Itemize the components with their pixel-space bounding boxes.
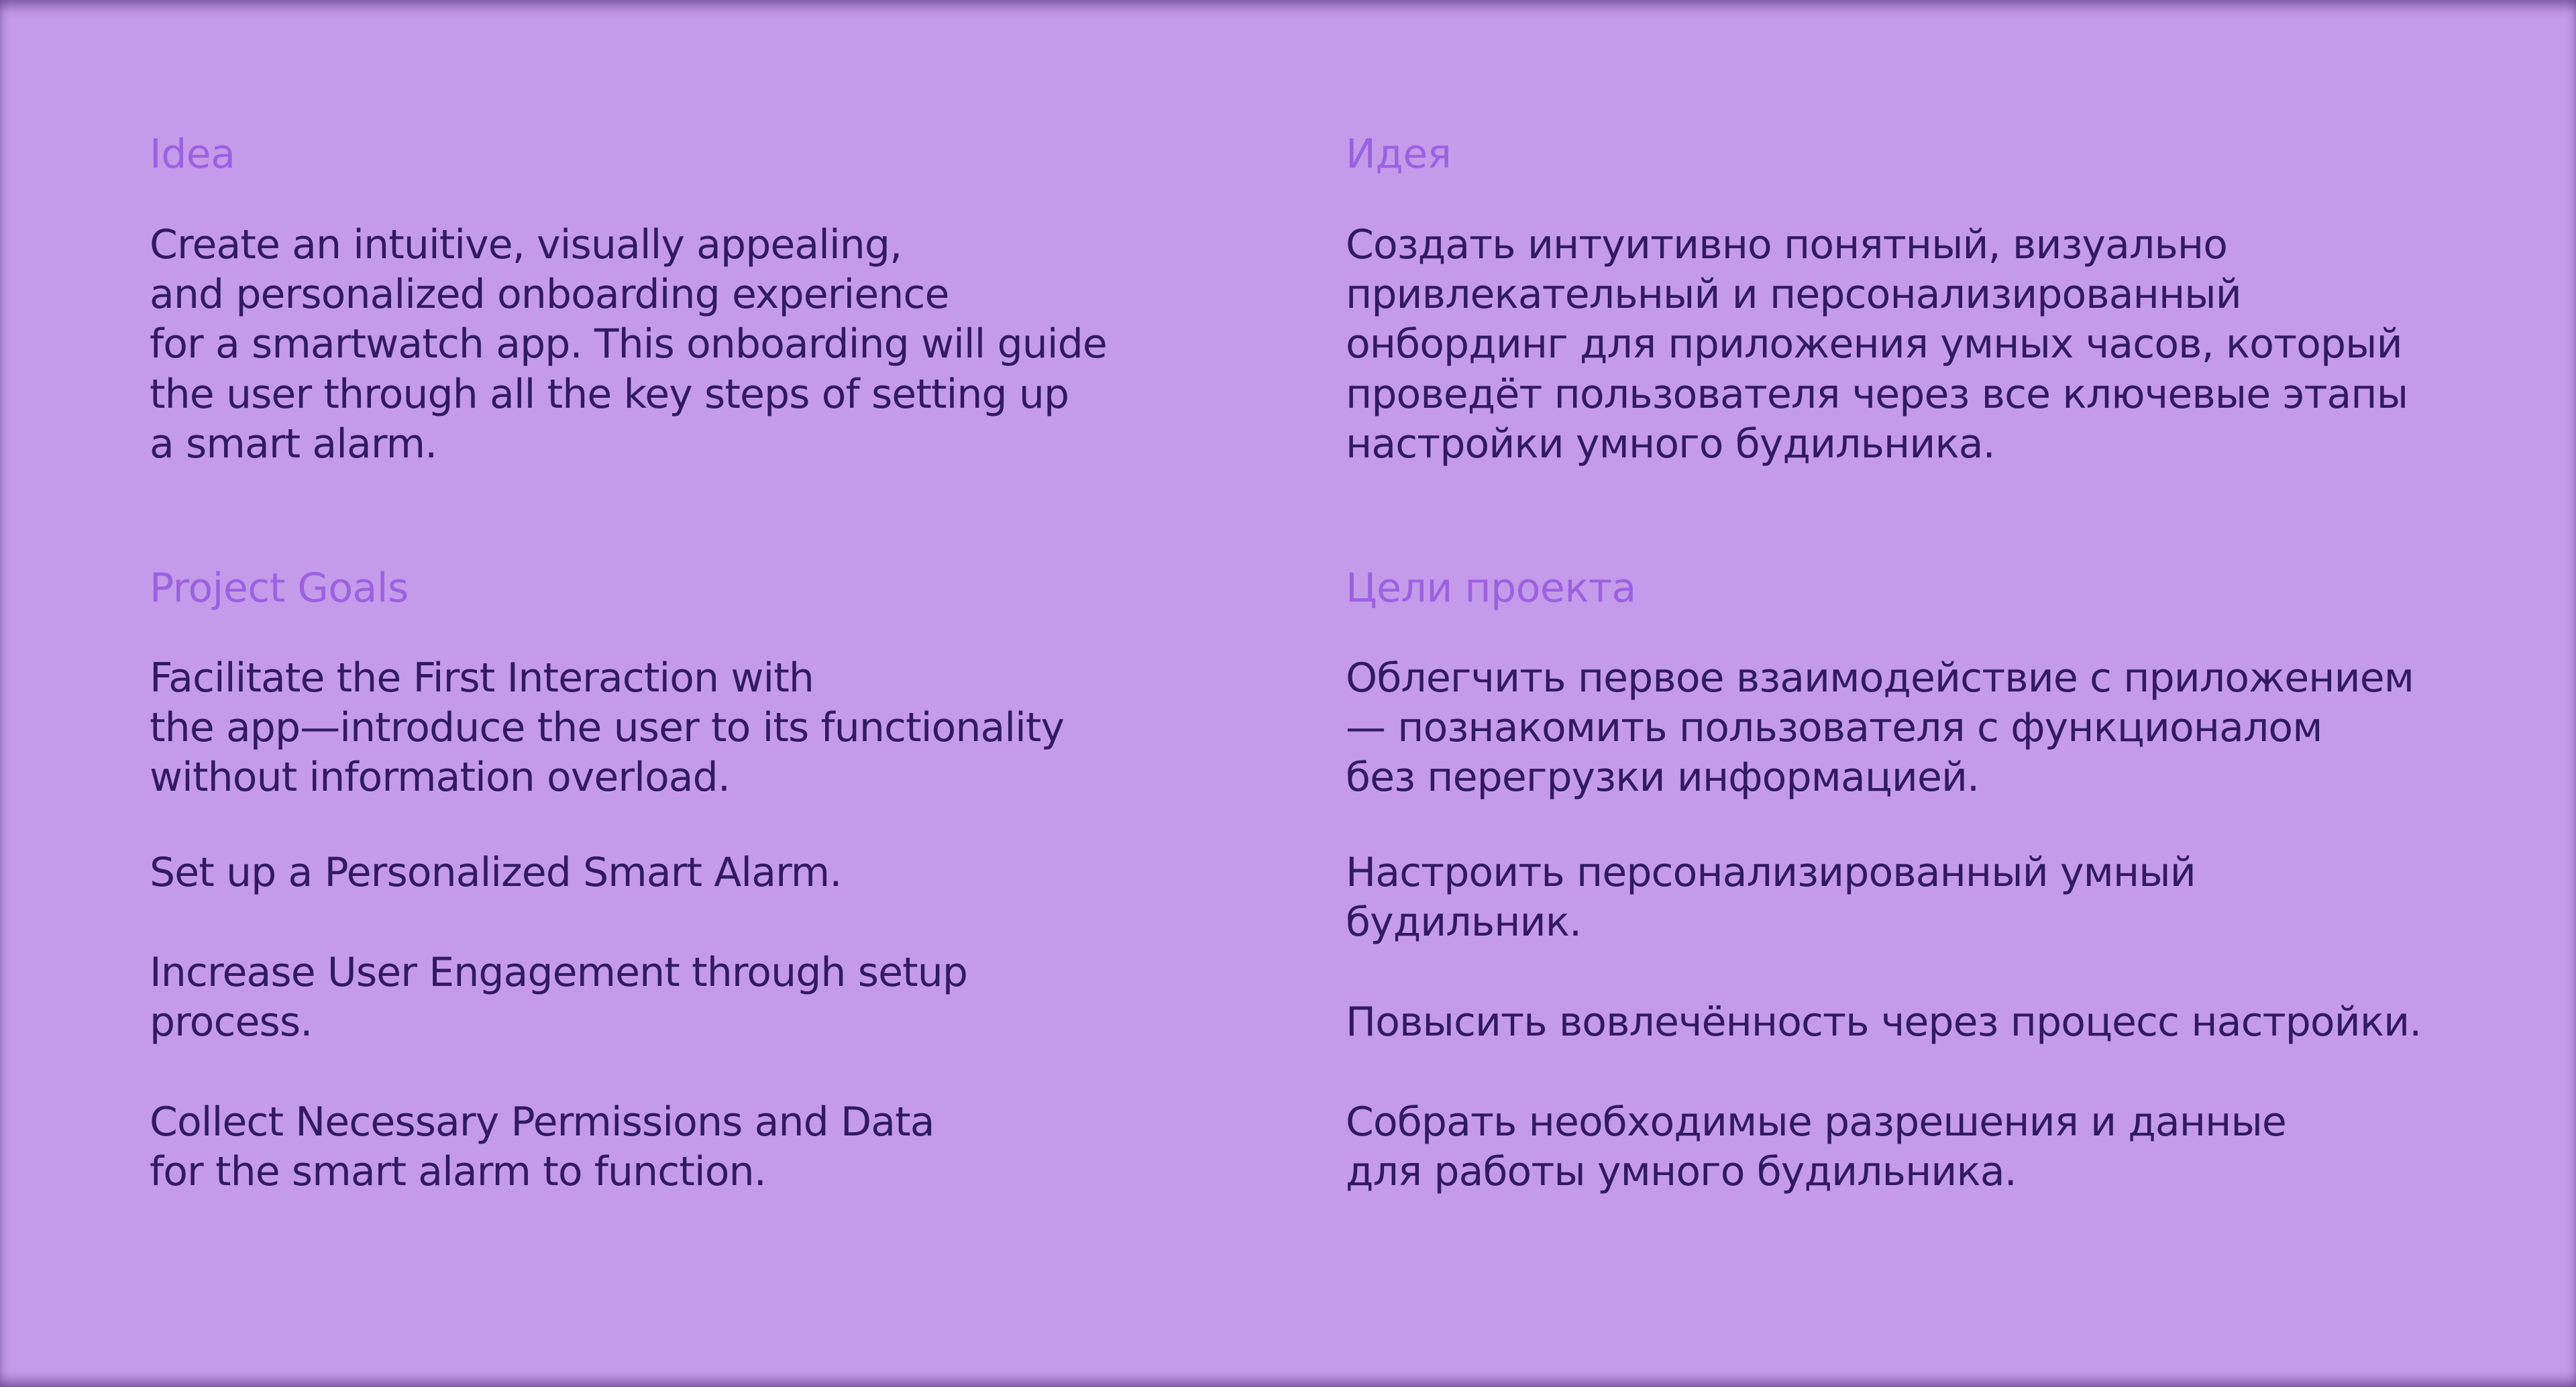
goal-line: process. [150, 999, 313, 1046]
goal-line: Собрать необходимые разрешения и данные [1346, 1099, 2286, 1146]
goal-item [150, 1097, 934, 1197]
idea-line: Create an intuitive, visually appealing, [150, 221, 902, 268]
goal-line: без перегрузки информацией. [1346, 754, 1980, 801]
idea-heading: Идея [1346, 131, 1452, 178]
idea-line: онбординг для приложения умных часов, который [1346, 321, 2402, 368]
goal-line: для работы умного будильника. [1346, 1148, 2017, 1196]
idea-line: привлекательный и персонализированный [1346, 271, 2241, 319]
goal-line: Increase User Engagement through setup [150, 949, 968, 996]
goal-item [150, 848, 842, 897]
goal-line: — познакомить пользователя с функционалом [1346, 704, 2322, 752]
goal-item [1346, 997, 2421, 1047]
idea-line: the user through all the key steps of setting up [150, 370, 1069, 418]
idea-line: and personalized onboarding experience [150, 271, 949, 319]
goal-line: without information overload. [150, 754, 730, 801]
goal-line: Set up a Personalized Smart Alarm. [150, 849, 842, 896]
project-goals-heading: Цели проекта [1346, 565, 1636, 612]
goal-item [1346, 848, 2196, 947]
idea-paragraph [1346, 220, 2408, 469]
idea-line: Создать интуитивно понятный, визуально [1346, 221, 2228, 268]
idea-line: a smart alarm. [150, 420, 437, 467]
idea-line: настройки умного будильника. [1346, 420, 1995, 467]
goal-item [1346, 653, 2414, 803]
idea-heading: Idea [150, 131, 235, 178]
goal-line: будильник. [1346, 899, 1582, 946]
goal-line: Повысить вовлечённость через процесс настройки. [1346, 999, 2422, 1046]
goal-line: Facilitate the First Interaction with [150, 655, 814, 702]
goal-item [150, 948, 967, 1047]
idea-paragraph [150, 220, 1107, 469]
goal-item [1346, 1097, 2286, 1197]
idea-line: проведёт пользователя через все ключевые этапы [1346, 370, 2408, 418]
goal-line: for the smart alarm to function. [150, 1148, 766, 1196]
goal-line: Облегчить первое взаимодействие с приложением [1346, 655, 2414, 702]
goal-line: Настроить персонализированный умный [1346, 849, 2196, 896]
goal-item [150, 653, 1064, 803]
goal-line: Collect Necessary Permissions and Data [150, 1099, 934, 1146]
idea-line: for a smartwatch app. This onboarding will guide [150, 321, 1107, 368]
goal-line: the app—introduce the user to its functionality [150, 704, 1065, 752]
project-goals-heading: Project Goals [150, 565, 409, 612]
